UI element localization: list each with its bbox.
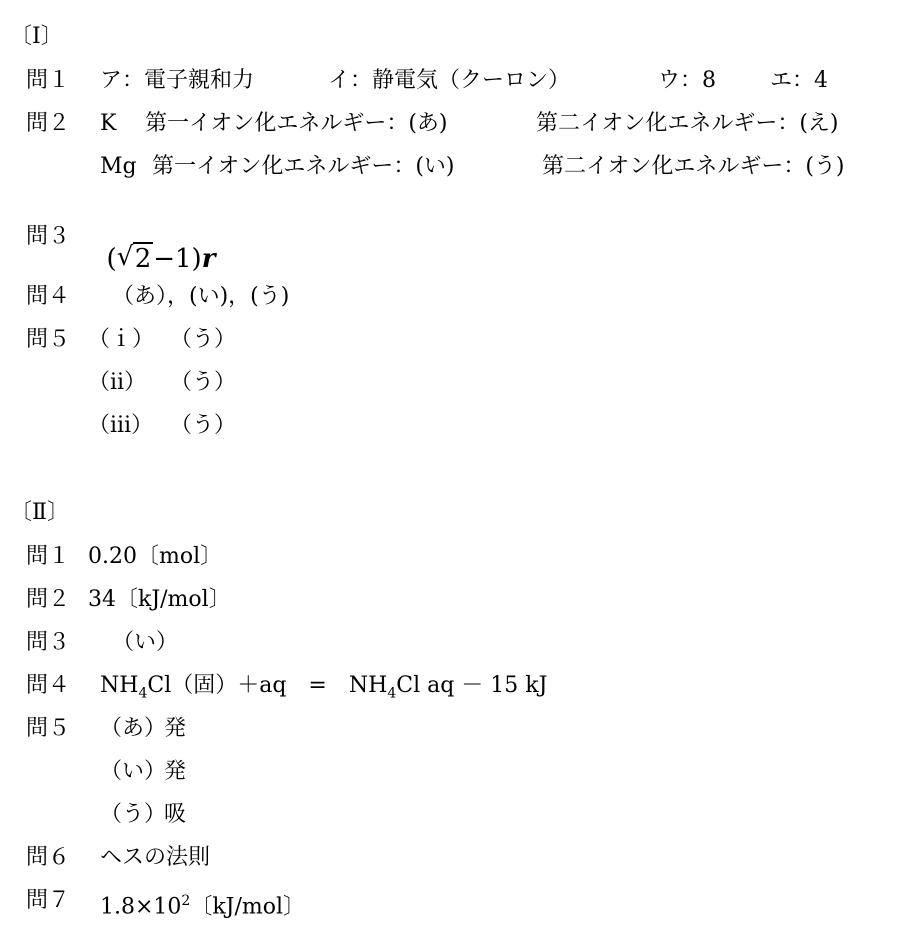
p2-q3-label: 問３ — [26, 630, 71, 655]
p2-q7-label: 問７ — [26, 888, 71, 913]
sqrt-symbol: √ 2 — [116, 242, 152, 274]
q3-variable: r — [201, 244, 216, 274]
p2-q5-item-answer: 吸 — [164, 802, 187, 827]
q3-radicand: 2 — [134, 244, 152, 274]
q5-item-num: （ｉ） — [88, 327, 155, 352]
q2-mg-element: Mg — [100, 154, 137, 179]
q2-k-second: 第二イオン化エネルギー：(え) — [536, 111, 839, 136]
q2-mg-second: 第二イオン化エネルギー：(う) — [542, 154, 845, 179]
q3-label: 問３ — [26, 224, 71, 249]
p2-q5-item-num: （あ） — [100, 716, 167, 741]
p2-q5-label: 問５ — [26, 716, 71, 741]
q3-rest: −1) — [153, 244, 202, 274]
q2-label: 問２ — [26, 111, 71, 136]
p2-q7-answer — [100, 888, 305, 920]
q1-answer-d: エ：4 — [770, 68, 828, 93]
p2-q4-label: 問４ — [26, 673, 71, 698]
p2-q5-item-answer: 発 — [164, 759, 187, 784]
q2-mg-first: 第一イオン化エネルギー：(い) — [152, 154, 455, 179]
eq-sub2: 4 — [387, 685, 397, 702]
p2-q6-answer: ヘスの法則 — [100, 845, 211, 870]
q5-item-answer: （う） — [170, 370, 237, 395]
q5-item-num: （ⅱ） — [88, 370, 147, 395]
eq-tail: Cl aq － 15 kJ — [396, 673, 548, 698]
p2-q5-item-answer: 発 — [164, 716, 187, 741]
p2-q4-equation — [100, 673, 547, 706]
q5-label: 問５ — [26, 327, 71, 352]
p2-q1-label: 問１ — [26, 544, 71, 569]
q3-formula — [90, 220, 215, 272]
q2-k-element: K — [100, 111, 117, 136]
q4-label: 問４ — [26, 284, 71, 309]
q7-exponent: 2 — [181, 893, 191, 909]
p2-q5-item-num: （い） — [100, 759, 167, 784]
p2-q2-label: 問２ — [26, 587, 71, 612]
q4-answer: （あ），(い)，(う) — [112, 284, 290, 309]
q1-answer-b: イ：静電気（クーロン） — [328, 68, 571, 93]
eq-middle: Cl（固）＋aq = NH — [147, 673, 388, 698]
q1-label: 問１ — [26, 68, 71, 93]
q3-open-paren: ( — [106, 244, 117, 274]
q5-item-answer: （う） — [170, 413, 237, 438]
p2-q2-answer: 34〔kJ/mol〕 — [88, 587, 231, 612]
q5-item-answer: （う） — [170, 327, 237, 352]
q5-item-num: （ⅲ） — [88, 413, 154, 438]
eq-nh: NH — [100, 673, 139, 698]
p2-q6-label: 問６ — [26, 845, 71, 870]
p2-q1-answer: 0.20〔mol〕 — [88, 544, 223, 569]
p2-q3-answer: （い） — [112, 630, 179, 655]
q2-k-first: 第一イオン化エネルギー：(あ) — [145, 111, 448, 136]
section-heading-2: 〔Ⅱ〕 — [10, 500, 69, 525]
section-heading-1: 〔Ⅰ〕 — [10, 24, 63, 49]
eq-sub: 4 — [138, 685, 148, 702]
q1-answer-c: ウ：8 — [658, 68, 716, 93]
q1-answer-a: ア：電子親和力 — [100, 68, 255, 93]
q7-unit: 〔kJ/mol〕 — [190, 894, 306, 920]
q7-mantissa: 1.8×10 — [100, 894, 182, 920]
p2-q5-item-num: （う） — [100, 802, 167, 827]
